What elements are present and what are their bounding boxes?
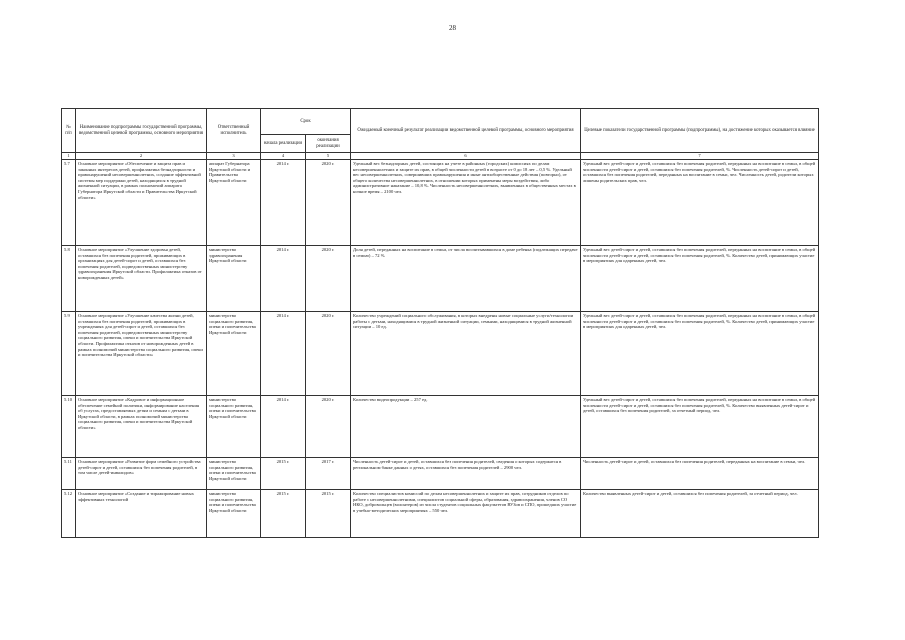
page-number: 28 [449,24,456,32]
row-executor: министерство социального развития, опеки и попечительства Иркутской области [207,490,261,538]
row-end: 2015 г. [306,490,351,538]
row-executor: аппарат Губернатора Иркутской области и Правительства Иркутской области [207,160,261,246]
table-row [62,458,819,490]
row-number: 5.10 [62,396,76,458]
table-row [62,246,819,312]
row-indicators: Количество выявленных детей-сирот и детей, оставшихся без попечения родителей, за отчетный период, чел. [581,490,819,538]
row-executor: министерство социального развития, опеки и попечительства Иркутской области [207,458,261,490]
column-number: 3 [207,153,261,160]
row-start: 2014 г. [261,160,306,246]
row-result: Количество специалистов комиссий по делам несовершеннолетних и защите их прав, сотрудников отделов по работе с несовершеннолетними, специалистов социальной сферы, образования, здравоохранения, членов СО НКО, добровольцев (волонтеров) из числа студентов социальных факультетов ВУЗов и СПО, прошедших участие в учебно-методических мероприятиях – 550 чел. [351,490,581,538]
header-indicators: Целевые показатели государственной программы (подпрограммы), на достижение которых оказывается влияние [581,109,819,153]
row-end: 2020 г. [306,396,351,458]
row-start: 2015 г. [261,490,306,538]
row-measure-name: Основное мероприятие «Развитие форм семейного устройства детей-сирот и детей, оставшихся без попечения родителей, в том числе детей-инвалидов» [76,458,207,490]
column-number: 2 [76,153,207,160]
table-row [62,312,819,396]
row-end: 2020 г. [306,246,351,312]
row-measure-name: Основное мероприятие «Обеспечение и защита прав и законных интересов детей, профилактика безнадзорности и правонарушений несовершеннолетних, создание эффективной системы мер поддержки детей, находящихся в трудной жизненной ситуации, в рамках полномочий аппарата Губернатора Иркутской области и Правительства Иркутской области» [76,160,207,246]
row-indicators: Удельный вес детей-сирот и детей, оставшихся без попечения родителей, переданных на воспитание в семьи, в общей численности детей-сирот и детей, оставшихся без попечения родителей, %. Количество детей, принимающих участие в мероприятиях для одаренных детей, чел. [581,246,819,312]
row-result: Количество видеопродукции – 257 ед. [351,396,581,458]
header-term: Срок [261,109,351,135]
row-start: 2014 г. [261,246,306,312]
row-number: 5.12 [62,490,76,538]
column-number: 6 [351,153,581,160]
row-result: Численность детей-сирот и детей, оставшихся без попечения родителей, сведения о которых содержатся в региональном банке данных о детях, оставшихся без попечения родителей – 2900 чел. [351,458,581,490]
row-result: Доля детей, переданных на воспитание в семьи, от числа воспитывавшихся в доме ребенка (подлежащих передаче в семью) – 72 % [351,246,581,312]
header-result: Ожидаемый конечный результат реализации ведомственной целевой программы, основного мероприятия [351,109,581,153]
row-number: 5.8 [62,246,76,312]
row-executor: министерство социального развития, опеки и попечительства Иркутской области [207,396,261,458]
table-row [62,396,819,458]
row-indicators: Удельный вес детей-сирот и детей, оставшихся без попечения родителей, переданных на воспитание в семьи, в общей численности детей-сирот и детей, оставшихся без попечения родителей, %. Численность детей-сирот и детей, оставшихся без попечения родителей, переданных на воспитание в семьи, чел. Численность детей, родители которых лишены родительских прав, чел. [581,160,819,246]
header-end: окончания реализации [306,135,351,153]
table-row [62,490,819,538]
row-measure-name: Основное мероприятие «Улучшение здоровья детей, оставшихся без попечения родителей, проживающих в организациях для детей-сирот и детей, оставшихся без попечения родителей, подведомственных министерству здравоохранения Иркутской области. Профилактика отказов от новорожденных детей» [76,246,207,312]
row-indicators: Удельный вес детей-сирот и детей, оставшихся без попечения родителей, переданных на воспитание в семьи, в общей численности детей-сирот и детей, оставшихся без попечения родителей, %. Количество выявленных детей-сирот и детей, оставшихся без попечения родителей, за отчетный период, чел. [581,396,819,458]
row-end: 2020 г. [306,160,351,246]
column-number: 4 [261,153,306,160]
row-start: 2014 г. [261,396,306,458]
column-number: 5 [306,153,351,160]
row-executor: министерство социального развития, опеки и попечительства Иркутской области [207,312,261,396]
row-result: Количество учреждений социального обслуживания, в которых внедрены новые социальные услуги/технологии работы с детьми, находящимися в трудной жизненной ситуации, семьями, находящимися в трудной жизненной ситуации – 10 ед. [351,312,581,396]
row-indicators: Численность детей-сирот и детей, оставшихся без попечения родителей, переданных на воспитание в семьи, чел. [581,458,819,490]
row-measure-name: Основное мероприятие «Кадровое и информационное обеспечение семейной политики, информирование населения об услугах, предоставляемых детям и семьям с детьми в Иркутской области, в рамках полномочий министерства социального развития, опеки и попечительства Иркутской области» [76,396,207,458]
row-measure-name: Основное мероприятие «Улучшение качества жизни детей, оставшихся без попечения родителей, проживающих в учреждениях для детей-сирот и детей, оставшихся без попечения родителей, подведомственных министерству социального развития, опеки и попечительства Иркутской области. Профилактика отказов от новорожденных детей в рамках полномочий министерства социального развития, опеки и попечительства Иркутской области» [76,312,207,396]
row-measure-name: Основное мероприятие «Создание и тиражирование новых эффективных технологий [76,490,207,538]
column-numbers-row [62,153,819,160]
program-table [61,108,819,538]
row-result: Удельный вес безнадзорных детей, состоящих на учете в районных (городских) комиссиях по делам несовершеннолетних и защите их прав, в общей численности детей в возрасте от 0 до 18 лет – 0,5 %. Удельный вес несовершеннолетних, совершивших правонарушения и иные антиобщественные действия (повторно), от общего количества несовершеннолетних, в отношении которых применены меры воздействия, либо административное наказание – 10,8 %. Численность несовершеннолетних, выявленных в общественных местах в ночное время – 2100 чел. [351,160,581,246]
row-indicators: Удельный вес детей-сирот и детей, оставшихся без попечения родителей, переданных на воспитание в семьи, в общей численности детей-сирот и детей, оставшихся без попечения родителей, %. Количество детей, принимающих участие в мероприятиях для одаренных детей, чел. [581,312,819,396]
header-start: начала реализации [261,135,306,153]
row-end: 2017 г. [306,458,351,490]
header-name: Наименование подпрограммы государственной программы, ведомственной целевой программы, основного мероприятия [76,109,207,153]
header-no: № п/п [62,109,76,153]
row-number: 5.7 [62,160,76,246]
column-number: 1 [62,153,76,160]
row-executor: министерство здравоохранения Иркутской области [207,246,261,312]
header-executor: Ответственный исполнитель [207,109,261,153]
row-start: 2014 г. [261,312,306,396]
row-start: 2015 г. [261,458,306,490]
column-number: 7 [581,153,819,160]
row-number: 5.9 [62,312,76,396]
table-row [62,160,819,246]
row-end: 2020 г. [306,312,351,396]
row-number: 5.11 [62,458,76,490]
